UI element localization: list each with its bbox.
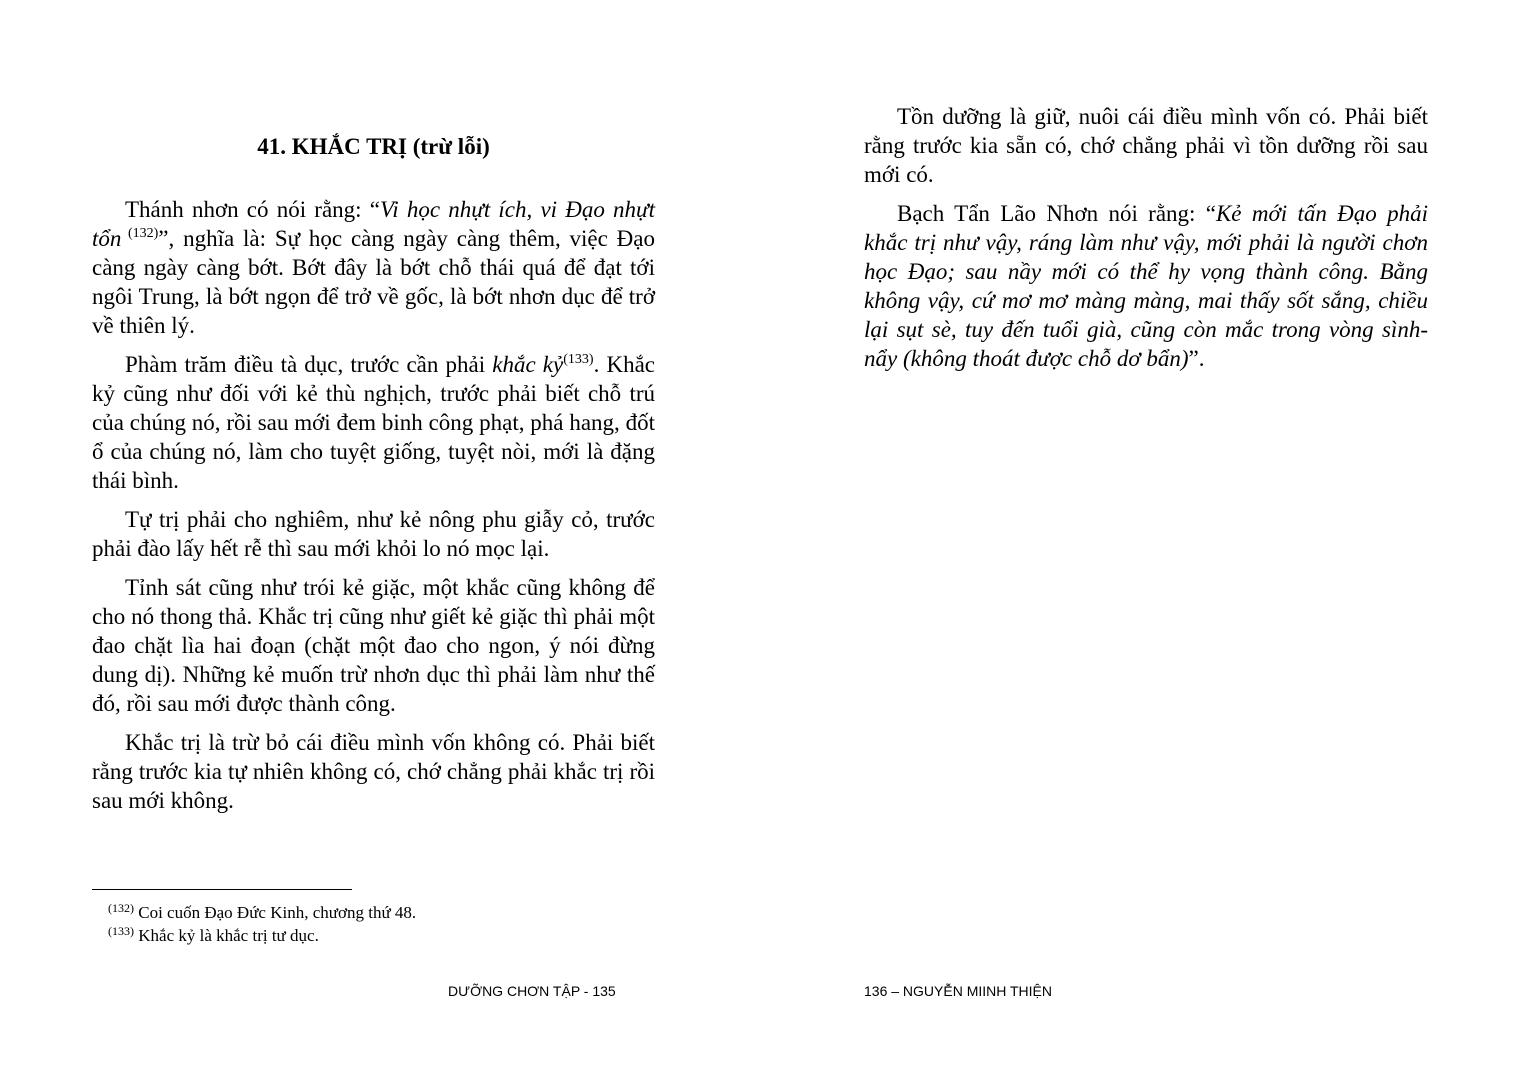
- paragraph-7: [864, 199, 1428, 373]
- paragraph-7-text-b: ”.: [1188, 346, 1205, 371]
- section-title: 41. KHẮC TRỊ (trừ lỗi): [257, 134, 490, 159]
- footnote-ref-132: (132): [121, 226, 159, 241]
- footnote-text: Coi cuốn Đạo Đức Kinh, chương thứ 48.: [134, 903, 417, 922]
- footnote-132: [108, 901, 416, 924]
- paragraph-4: Tỉnh sát cũng như trói kẻ giặc, một khắc cũng không để cho nó thong thả. Khắc trị cũng như giết kẻ giặc thì phải một đao chặt lìa hai đoạn (chặt một đao cho ngon, ý nói đừng dung dị). Những kẻ muốn trừ nhơn dục thì phải làm như thế đó, rồi sau mới được thành công.: [92, 575, 655, 716]
- paragraph-3: Tự trị phải cho nghiêm, như kẻ nông phu giẫy cỏ, trước phải đào lấy hết rễ thì sau mới khỏi lo nó mọc lại.: [92, 507, 655, 561]
- paragraph-5: Khắc trị là trừ bỏ cái điều mình vốn không có. Phải biết rằng trước kia tự nhiên không có, chớ chẳng phải khắc trị rồi sau mới không.: [92, 730, 655, 813]
- right-body-text: [864, 102, 1428, 383]
- paragraph-6: Tồn dưỡng là giữ, nuôi cái điều mình vốn có. Phải biết rằng trước kia sẵn có, chớ chẳng phải vì tồn dưỡng rồi sau mới có.: [864, 104, 1428, 187]
- paragraph-7-quote: Kẻ mới tấn Đạo phải khắc trị như vậy, ráng làm như vậy, mới phải là người chơn học Đạo; sau nầy mới có thể hy vọng thành công. Bằng không vậy, cứ mơ mơ màng màng, mai thấy sốt sắng, chiều lại sụt sè, tuy đến tuổi già, cũng còn mắc trong vòng sình-nẩy (không thoát được chỗ dơ bẩn): [864, 201, 1428, 371]
- footnote-number: (133): [108, 924, 134, 938]
- footnote-ref-133: (133): [563, 352, 594, 367]
- right-page-footer: 136 – NGUYỄN MIINH THIỆN: [864, 983, 1053, 999]
- paragraph-1: [92, 195, 655, 340]
- paragraph-1-quote: Vi học nhựt ích, vi Đạo nhựt tổn: [92, 197, 655, 251]
- left-body-text: [92, 195, 655, 825]
- paragraph-2-text-a: Phàm trăm điều tà dục, trước cần phải: [125, 352, 493, 377]
- paragraph-1-text-b: ”, nghĩa là: Sự học càng ngày càng thêm, việc Đạo càng ngày càng bớt. Bớt đây là bớt chỗ thái quá để đạt tới ngôi Trung, là bớt ngọn để trở về gốc, là bớt nhơn dục để trở về thiên lý.: [92, 226, 655, 338]
- footnote-number: (132): [108, 901, 134, 915]
- paragraph-2-text-b: . Khắc kỷ cũng như đối với kẻ thù nghịch, trước phải biết chỗ trú của chúng nó, rồi sau mới đem binh công phạt, phá hang, đốt ổ của chúng nó, làm cho tuyệt giống, tuyệt nòi, mới là đặng thái bình.: [92, 352, 655, 493]
- footnote-text: Khắc kỷ là khắc trị tư dục.: [134, 926, 319, 945]
- paragraph-7-text-a: Bạch Tẩn Lão Nhơn nói rằng: “: [897, 201, 1216, 226]
- footnotes: [108, 901, 416, 947]
- footnote-separator: [92, 889, 352, 890]
- left-page-footer: DƯỠNG CHƠN TẬP - 135: [448, 983, 616, 999]
- paragraph-1-text-a: Thánh nhơn có nói rằng: “: [125, 197, 380, 222]
- paragraph-2-term: khắc kỷ: [492, 352, 564, 377]
- footnote-133: [108, 924, 416, 947]
- paragraph-2: [92, 350, 655, 495]
